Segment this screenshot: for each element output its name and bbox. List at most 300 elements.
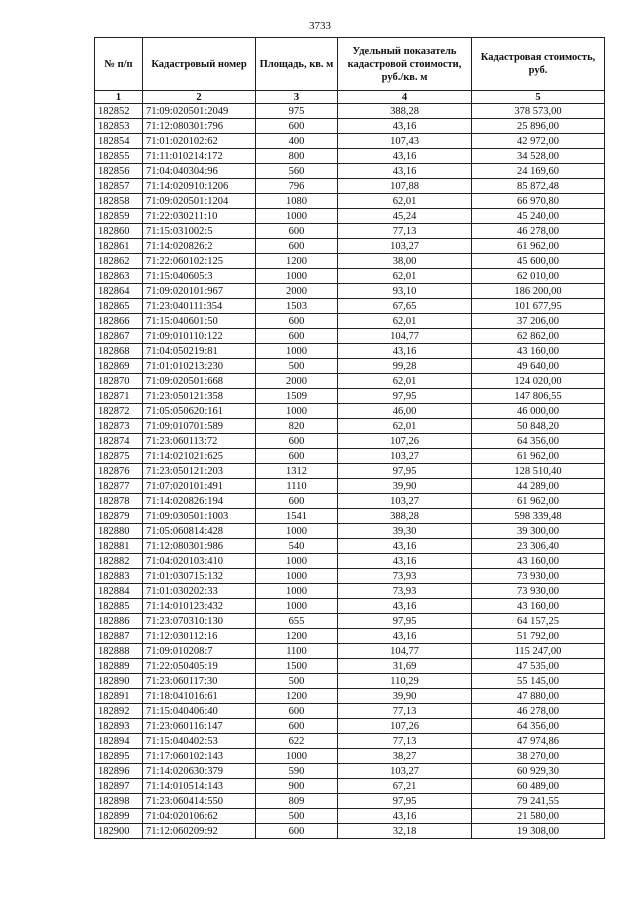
cadastral-cost-value: 62 862,00 — [472, 329, 605, 344]
area-value: 590 — [256, 764, 338, 779]
table-row — [95, 779, 605, 794]
area-value: 1000 — [256, 524, 338, 539]
cadastral-cost-value: 47 535,00 — [472, 659, 605, 674]
area-value: 1000 — [256, 749, 338, 764]
cadastral-number: 71:23:060116:147 — [143, 719, 256, 734]
table-row — [95, 224, 605, 239]
area-value: 2000 — [256, 374, 338, 389]
table-row — [95, 704, 605, 719]
cadastral-cost-value: 39 300,00 — [472, 524, 605, 539]
unit-rate-value: 43,16 — [338, 164, 472, 179]
row-index: 182898 — [95, 794, 143, 809]
table-row — [95, 824, 605, 839]
unit-rate-value: 38,27 — [338, 749, 472, 764]
unit-rate-value: 97,95 — [338, 389, 472, 404]
cadastral-number: 71:23:050121:203 — [143, 464, 256, 479]
area-value: 600 — [256, 434, 338, 449]
unit-rate-value: 388,28 — [338, 104, 472, 119]
cadastral-cost-value: 378 573,00 — [472, 104, 605, 119]
cadastral-cost-value: 64 356,00 — [472, 719, 605, 734]
cadastral-number: 71:04:020106:62 — [143, 809, 256, 824]
column-number: 1 — [95, 91, 143, 104]
area-value: 600 — [256, 329, 338, 344]
cadastral-cost-value: 73 930,00 — [472, 569, 605, 584]
unit-rate-value: 103,27 — [338, 494, 472, 509]
row-index: 182864 — [95, 284, 143, 299]
area-value: 600 — [256, 314, 338, 329]
area-value: 1200 — [256, 689, 338, 704]
unit-rate-value: 43,16 — [338, 599, 472, 614]
unit-rate-value: 43,16 — [338, 629, 472, 644]
cadastral-cost-value: 37 206,00 — [472, 314, 605, 329]
table-row — [95, 254, 605, 269]
cadastral-cost-value: 85 872,48 — [472, 179, 605, 194]
area-value: 600 — [256, 119, 338, 134]
cadastral-cost-value: 61 962,00 — [472, 449, 605, 464]
unit-rate-value: 97,95 — [338, 794, 472, 809]
cadastral-cost-value: 61 962,00 — [472, 494, 605, 509]
cadastral-number: 71:22:050405:19 — [143, 659, 256, 674]
unit-rate-value: 43,16 — [338, 149, 472, 164]
cadastral-number: 71:09:010701:589 — [143, 419, 256, 434]
cadastral-number: 71:23:060117:30 — [143, 674, 256, 689]
cadastral-number: 71:07:020101:491 — [143, 479, 256, 494]
cadastral-number: 71:09:030501:1003 — [143, 509, 256, 524]
unit-rate-value: 103,27 — [338, 764, 472, 779]
table-row — [95, 659, 605, 674]
unit-rate-value: 62,01 — [338, 314, 472, 329]
area-value: 600 — [256, 824, 338, 839]
cadastral-cost-value: 45 240,00 — [472, 209, 605, 224]
area-value: 1541 — [256, 509, 338, 524]
area-value: 796 — [256, 179, 338, 194]
area-value: 1000 — [256, 344, 338, 359]
row-index: 182872 — [95, 404, 143, 419]
row-index: 182856 — [95, 164, 143, 179]
row-index: 182900 — [95, 824, 143, 839]
table-row — [95, 584, 605, 599]
unit-rate-value: 62,01 — [338, 419, 472, 434]
area-value: 600 — [256, 704, 338, 719]
cadastral-number: 71:09:010110:122 — [143, 329, 256, 344]
area-value: 600 — [256, 224, 338, 239]
table-row — [95, 479, 605, 494]
cadastral-number: 71:04:040304:96 — [143, 164, 256, 179]
header-cadastral-number: Кадастровый номер — [143, 38, 256, 91]
area-value: 1200 — [256, 254, 338, 269]
cadastral-cost-value: 60 929,30 — [472, 764, 605, 779]
area-value: 1080 — [256, 194, 338, 209]
cadastral-cost-value: 147 806,55 — [472, 389, 605, 404]
row-index: 182888 — [95, 644, 143, 659]
table-row — [95, 299, 605, 314]
cadastral-cost-value: 186 200,00 — [472, 284, 605, 299]
cadastral-number: 71:15:031002:5 — [143, 224, 256, 239]
unit-rate-value: 62,01 — [338, 269, 472, 284]
table-row — [95, 434, 605, 449]
cadastral-number: 71:09:020101:967 — [143, 284, 256, 299]
area-value: 1000 — [256, 404, 338, 419]
cadastral-cost-value: 42 972,00 — [472, 134, 605, 149]
unit-rate-value: 107,26 — [338, 719, 472, 734]
row-index: 182887 — [95, 629, 143, 644]
cadastral-number: 71:23:050121:358 — [143, 389, 256, 404]
cadastral-cost-value: 44 289,00 — [472, 479, 605, 494]
cadastral-table — [94, 37, 605, 839]
cadastral-number: 71:01:030202:33 — [143, 584, 256, 599]
row-index: 182884 — [95, 584, 143, 599]
table-row — [95, 179, 605, 194]
row-index: 182867 — [95, 329, 143, 344]
header-area: Площадь, кв. м — [256, 38, 338, 91]
row-index: 182883 — [95, 569, 143, 584]
row-index: 182892 — [95, 704, 143, 719]
unit-rate-value: 39,90 — [338, 689, 472, 704]
unit-rate-value: 93,10 — [338, 284, 472, 299]
cadastral-cost-value: 46 278,00 — [472, 704, 605, 719]
row-index: 182885 — [95, 599, 143, 614]
cadastral-number: 71:04:020103:410 — [143, 554, 256, 569]
row-index: 182893 — [95, 719, 143, 734]
table-row — [95, 569, 605, 584]
cadastral-cost-value: 598 339,48 — [472, 509, 605, 524]
area-value: 1200 — [256, 629, 338, 644]
unit-rate-value: 43,16 — [338, 344, 472, 359]
header-unit-rate: Удельный показатель кадастровой стоимости, руб./кв. м — [338, 38, 472, 91]
unit-rate-value: 45,24 — [338, 209, 472, 224]
area-value: 500 — [256, 359, 338, 374]
cadastral-number: 71:09:020501:668 — [143, 374, 256, 389]
cadastral-number: 71:09:020501:1204 — [143, 194, 256, 209]
cadastral-number: 71:14:020826:2 — [143, 239, 256, 254]
cadastral-cost-value: 128 510,40 — [472, 464, 605, 479]
area-value: 1503 — [256, 299, 338, 314]
cadastral-number: 71:15:040601:50 — [143, 314, 256, 329]
row-index: 182879 — [95, 509, 143, 524]
unit-rate-value: 77,13 — [338, 734, 472, 749]
row-index: 182873 — [95, 419, 143, 434]
area-value: 1000 — [256, 569, 338, 584]
column-number-row — [95, 91, 605, 104]
cadastral-number: 71:12:060209:92 — [143, 824, 256, 839]
area-value: 1000 — [256, 209, 338, 224]
unit-rate-value: 110,29 — [338, 674, 472, 689]
cadastral-cost-value: 25 896,00 — [472, 119, 605, 134]
unit-rate-value: 39,90 — [338, 479, 472, 494]
cadastral-number: 71:01:010213:230 — [143, 359, 256, 374]
table-row — [95, 149, 605, 164]
area-value: 809 — [256, 794, 338, 809]
row-index: 182866 — [95, 314, 143, 329]
cadastral-cost-value: 38 270,00 — [472, 749, 605, 764]
column-number: 2 — [143, 91, 256, 104]
table-row — [95, 524, 605, 539]
table-row — [95, 419, 605, 434]
cadastral-number: 71:23:060414:550 — [143, 794, 256, 809]
row-index: 182880 — [95, 524, 143, 539]
cadastral-number: 71:23:040111:354 — [143, 299, 256, 314]
row-index: 182876 — [95, 464, 143, 479]
unit-rate-value: 104,77 — [338, 644, 472, 659]
cadastral-cost-value: 46 000,00 — [472, 404, 605, 419]
unit-rate-value: 67,65 — [338, 299, 472, 314]
area-value: 400 — [256, 134, 338, 149]
cadastral-number: 71:01:030715:132 — [143, 569, 256, 584]
table-row — [95, 719, 605, 734]
cadastral-cost-value: 66 970,80 — [472, 194, 605, 209]
table-row — [95, 539, 605, 554]
cadastral-number: 71:18:041016:61 — [143, 689, 256, 704]
cadastral-cost-value: 60 489,00 — [472, 779, 605, 794]
row-index: 182859 — [95, 209, 143, 224]
table-row — [95, 794, 605, 809]
cadastral-cost-value: 43 160,00 — [472, 344, 605, 359]
row-index: 182871 — [95, 389, 143, 404]
cadastral-number: 71:12:080301:796 — [143, 119, 256, 134]
unit-rate-value: 46,00 — [338, 404, 472, 419]
cadastral-number: 71:17:060102:143 — [143, 749, 256, 764]
row-index: 182860 — [95, 224, 143, 239]
cadastral-number: 71:14:010123:432 — [143, 599, 256, 614]
unit-rate-value: 77,13 — [338, 704, 472, 719]
page-number: 3733 — [309, 20, 331, 32]
table-row — [95, 614, 605, 629]
header-row — [95, 38, 605, 91]
unit-rate-value: 103,27 — [338, 449, 472, 464]
area-value: 1000 — [256, 554, 338, 569]
table-row — [95, 464, 605, 479]
table-row — [95, 749, 605, 764]
table-row — [95, 359, 605, 374]
table-row — [95, 239, 605, 254]
cadastral-number: 71:14:020630:379 — [143, 764, 256, 779]
unit-rate-value: 107,43 — [338, 134, 472, 149]
row-index: 182897 — [95, 779, 143, 794]
row-index: 182875 — [95, 449, 143, 464]
table-body — [95, 104, 605, 839]
unit-rate-value: 103,27 — [338, 239, 472, 254]
cadastral-number: 71:15:040406:40 — [143, 704, 256, 719]
row-index: 182874 — [95, 434, 143, 449]
unit-rate-value: 388,28 — [338, 509, 472, 524]
cadastral-cost-value: 101 677,95 — [472, 299, 605, 314]
cadastral-number: 71:15:040605:3 — [143, 269, 256, 284]
cadastral-cost-value: 43 160,00 — [472, 599, 605, 614]
table-row — [95, 689, 605, 704]
cadastral-cost-value: 64 356,00 — [472, 434, 605, 449]
unit-rate-value: 43,16 — [338, 539, 472, 554]
area-value: 560 — [256, 164, 338, 179]
row-index: 182863 — [95, 269, 143, 284]
area-value: 900 — [256, 779, 338, 794]
unit-rate-value: 32,18 — [338, 824, 472, 839]
unit-rate-value: 43,16 — [338, 119, 472, 134]
area-value: 1312 — [256, 464, 338, 479]
cadastral-number: 71:14:021021:625 — [143, 449, 256, 464]
table-row — [95, 104, 605, 119]
row-index: 182865 — [95, 299, 143, 314]
header-index: № п/п — [95, 38, 143, 91]
row-index: 182895 — [95, 749, 143, 764]
unit-rate-value: 67,21 — [338, 779, 472, 794]
row-index: 182855 — [95, 149, 143, 164]
unit-rate-value: 43,16 — [338, 809, 472, 824]
unit-rate-value: 107,88 — [338, 179, 472, 194]
row-index: 182899 — [95, 809, 143, 824]
cadastral-cost-value: 43 160,00 — [472, 554, 605, 569]
area-value: 655 — [256, 614, 338, 629]
cadastral-cost-value: 51 792,00 — [472, 629, 605, 644]
cadastral-number: 71:05:050620:161 — [143, 404, 256, 419]
cadastral-cost-value: 47 974,86 — [472, 734, 605, 749]
column-number: 3 — [256, 91, 338, 104]
row-index: 182889 — [95, 659, 143, 674]
unit-rate-value: 43,16 — [338, 554, 472, 569]
cadastral-number: 71:05:060814:428 — [143, 524, 256, 539]
cadastral-cost-value: 73 930,00 — [472, 584, 605, 599]
cadastral-cost-value: 64 157,25 — [472, 614, 605, 629]
area-value: 1509 — [256, 389, 338, 404]
table-row — [95, 809, 605, 824]
table-row — [95, 494, 605, 509]
row-index: 182882 — [95, 554, 143, 569]
table-row — [95, 329, 605, 344]
table-row — [95, 269, 605, 284]
cadastral-cost-value: 19 308,00 — [472, 824, 605, 839]
table-row — [95, 734, 605, 749]
row-index: 182853 — [95, 119, 143, 134]
cadastral-cost-value: 115 247,00 — [472, 644, 605, 659]
area-value: 2000 — [256, 284, 338, 299]
column-number: 4 — [338, 91, 472, 104]
unit-rate-value: 99,28 — [338, 359, 472, 374]
row-index: 182868 — [95, 344, 143, 359]
row-index: 182890 — [95, 674, 143, 689]
unit-rate-value: 97,95 — [338, 464, 472, 479]
cadastral-cost-value: 47 880,00 — [472, 689, 605, 704]
unit-rate-value: 97,95 — [338, 614, 472, 629]
unit-rate-value: 107,26 — [338, 434, 472, 449]
area-value: 1110 — [256, 479, 338, 494]
table-row — [95, 374, 605, 389]
cadastral-cost-value: 124 020,00 — [472, 374, 605, 389]
area-value: 600 — [256, 494, 338, 509]
table-row — [95, 119, 605, 134]
unit-rate-value: 62,01 — [338, 374, 472, 389]
cadastral-number: 71:12:080301:986 — [143, 539, 256, 554]
cadastral-number: 71:14:020826:194 — [143, 494, 256, 509]
area-value: 1500 — [256, 659, 338, 674]
area-value: 975 — [256, 104, 338, 119]
row-index: 182896 — [95, 764, 143, 779]
area-value: 1100 — [256, 644, 338, 659]
cadastral-cost-value: 62 010,00 — [472, 269, 605, 284]
table-row — [95, 389, 605, 404]
table-row — [95, 674, 605, 689]
table-row — [95, 404, 605, 419]
cadastral-cost-value: 45 600,00 — [472, 254, 605, 269]
cadastral-number: 71:09:010208:7 — [143, 644, 256, 659]
area-value: 500 — [256, 809, 338, 824]
table-row — [95, 134, 605, 149]
row-index: 182886 — [95, 614, 143, 629]
row-index: 182881 — [95, 539, 143, 554]
cadastral-cost-value: 34 528,00 — [472, 149, 605, 164]
row-index: 182857 — [95, 179, 143, 194]
unit-rate-value: 73,93 — [338, 569, 472, 584]
row-index: 182877 — [95, 479, 143, 494]
unit-rate-value: 38,00 — [338, 254, 472, 269]
table-row — [95, 449, 605, 464]
row-index: 182858 — [95, 194, 143, 209]
cadastral-number: 71:15:040402:53 — [143, 734, 256, 749]
cadastral-number: 71:04:050219:81 — [143, 344, 256, 359]
row-index: 182869 — [95, 359, 143, 374]
area-value: 820 — [256, 419, 338, 434]
cadastral-number: 71:14:010514:143 — [143, 779, 256, 794]
cadastral-cost-value: 21 580,00 — [472, 809, 605, 824]
table-row — [95, 764, 605, 779]
cadastral-number: 71:12:030112:16 — [143, 629, 256, 644]
table-row — [95, 209, 605, 224]
area-value: 500 — [256, 674, 338, 689]
table-row — [95, 314, 605, 329]
unit-rate-value: 77,13 — [338, 224, 472, 239]
cadastral-number: 71:01:020102:62 — [143, 134, 256, 149]
cadastral-number: 71:09:020501:2049 — [143, 104, 256, 119]
cadastral-number: 71:11:010214:172 — [143, 149, 256, 164]
area-value: 622 — [256, 734, 338, 749]
row-index: 182861 — [95, 239, 143, 254]
area-value: 540 — [256, 539, 338, 554]
cadastral-number: 71:22:030211:10 — [143, 209, 256, 224]
row-index: 182852 — [95, 104, 143, 119]
cadastral-cost-value: 23 306,40 — [472, 539, 605, 554]
table-row — [95, 344, 605, 359]
cadastral-number: 71:22:060102:125 — [143, 254, 256, 269]
cadastral-cost-value: 55 145,00 — [472, 674, 605, 689]
cadastral-cost-value: 24 169,60 — [472, 164, 605, 179]
table-row — [95, 599, 605, 614]
cadastral-cost-value: 79 241,55 — [472, 794, 605, 809]
column-number: 5 — [472, 91, 605, 104]
unit-rate-value: 39,30 — [338, 524, 472, 539]
area-value: 1000 — [256, 599, 338, 614]
unit-rate-value: 62,01 — [338, 194, 472, 209]
header-cadastral-cost: Кадастровая стоимость, руб. — [472, 38, 605, 91]
unit-rate-value: 73,93 — [338, 584, 472, 599]
cadastral-cost-value: 50 848,20 — [472, 419, 605, 434]
area-value: 1000 — [256, 584, 338, 599]
row-index: 182894 — [95, 734, 143, 749]
table-row — [95, 629, 605, 644]
table-row — [95, 164, 605, 179]
cadastral-number: 71:14:020910:1206 — [143, 179, 256, 194]
cadastral-cost-value: 61 962,00 — [472, 239, 605, 254]
table-row — [95, 194, 605, 209]
cadastral-number: 71:23:060113:72 — [143, 434, 256, 449]
area-value: 600 — [256, 449, 338, 464]
unit-rate-value: 104,77 — [338, 329, 472, 344]
unit-rate-value: 31,69 — [338, 659, 472, 674]
table-row — [95, 284, 605, 299]
area-value: 600 — [256, 719, 338, 734]
row-index: 182862 — [95, 254, 143, 269]
row-index: 182891 — [95, 689, 143, 704]
table-row — [95, 509, 605, 524]
row-index: 182878 — [95, 494, 143, 509]
area-value: 1000 — [256, 269, 338, 284]
